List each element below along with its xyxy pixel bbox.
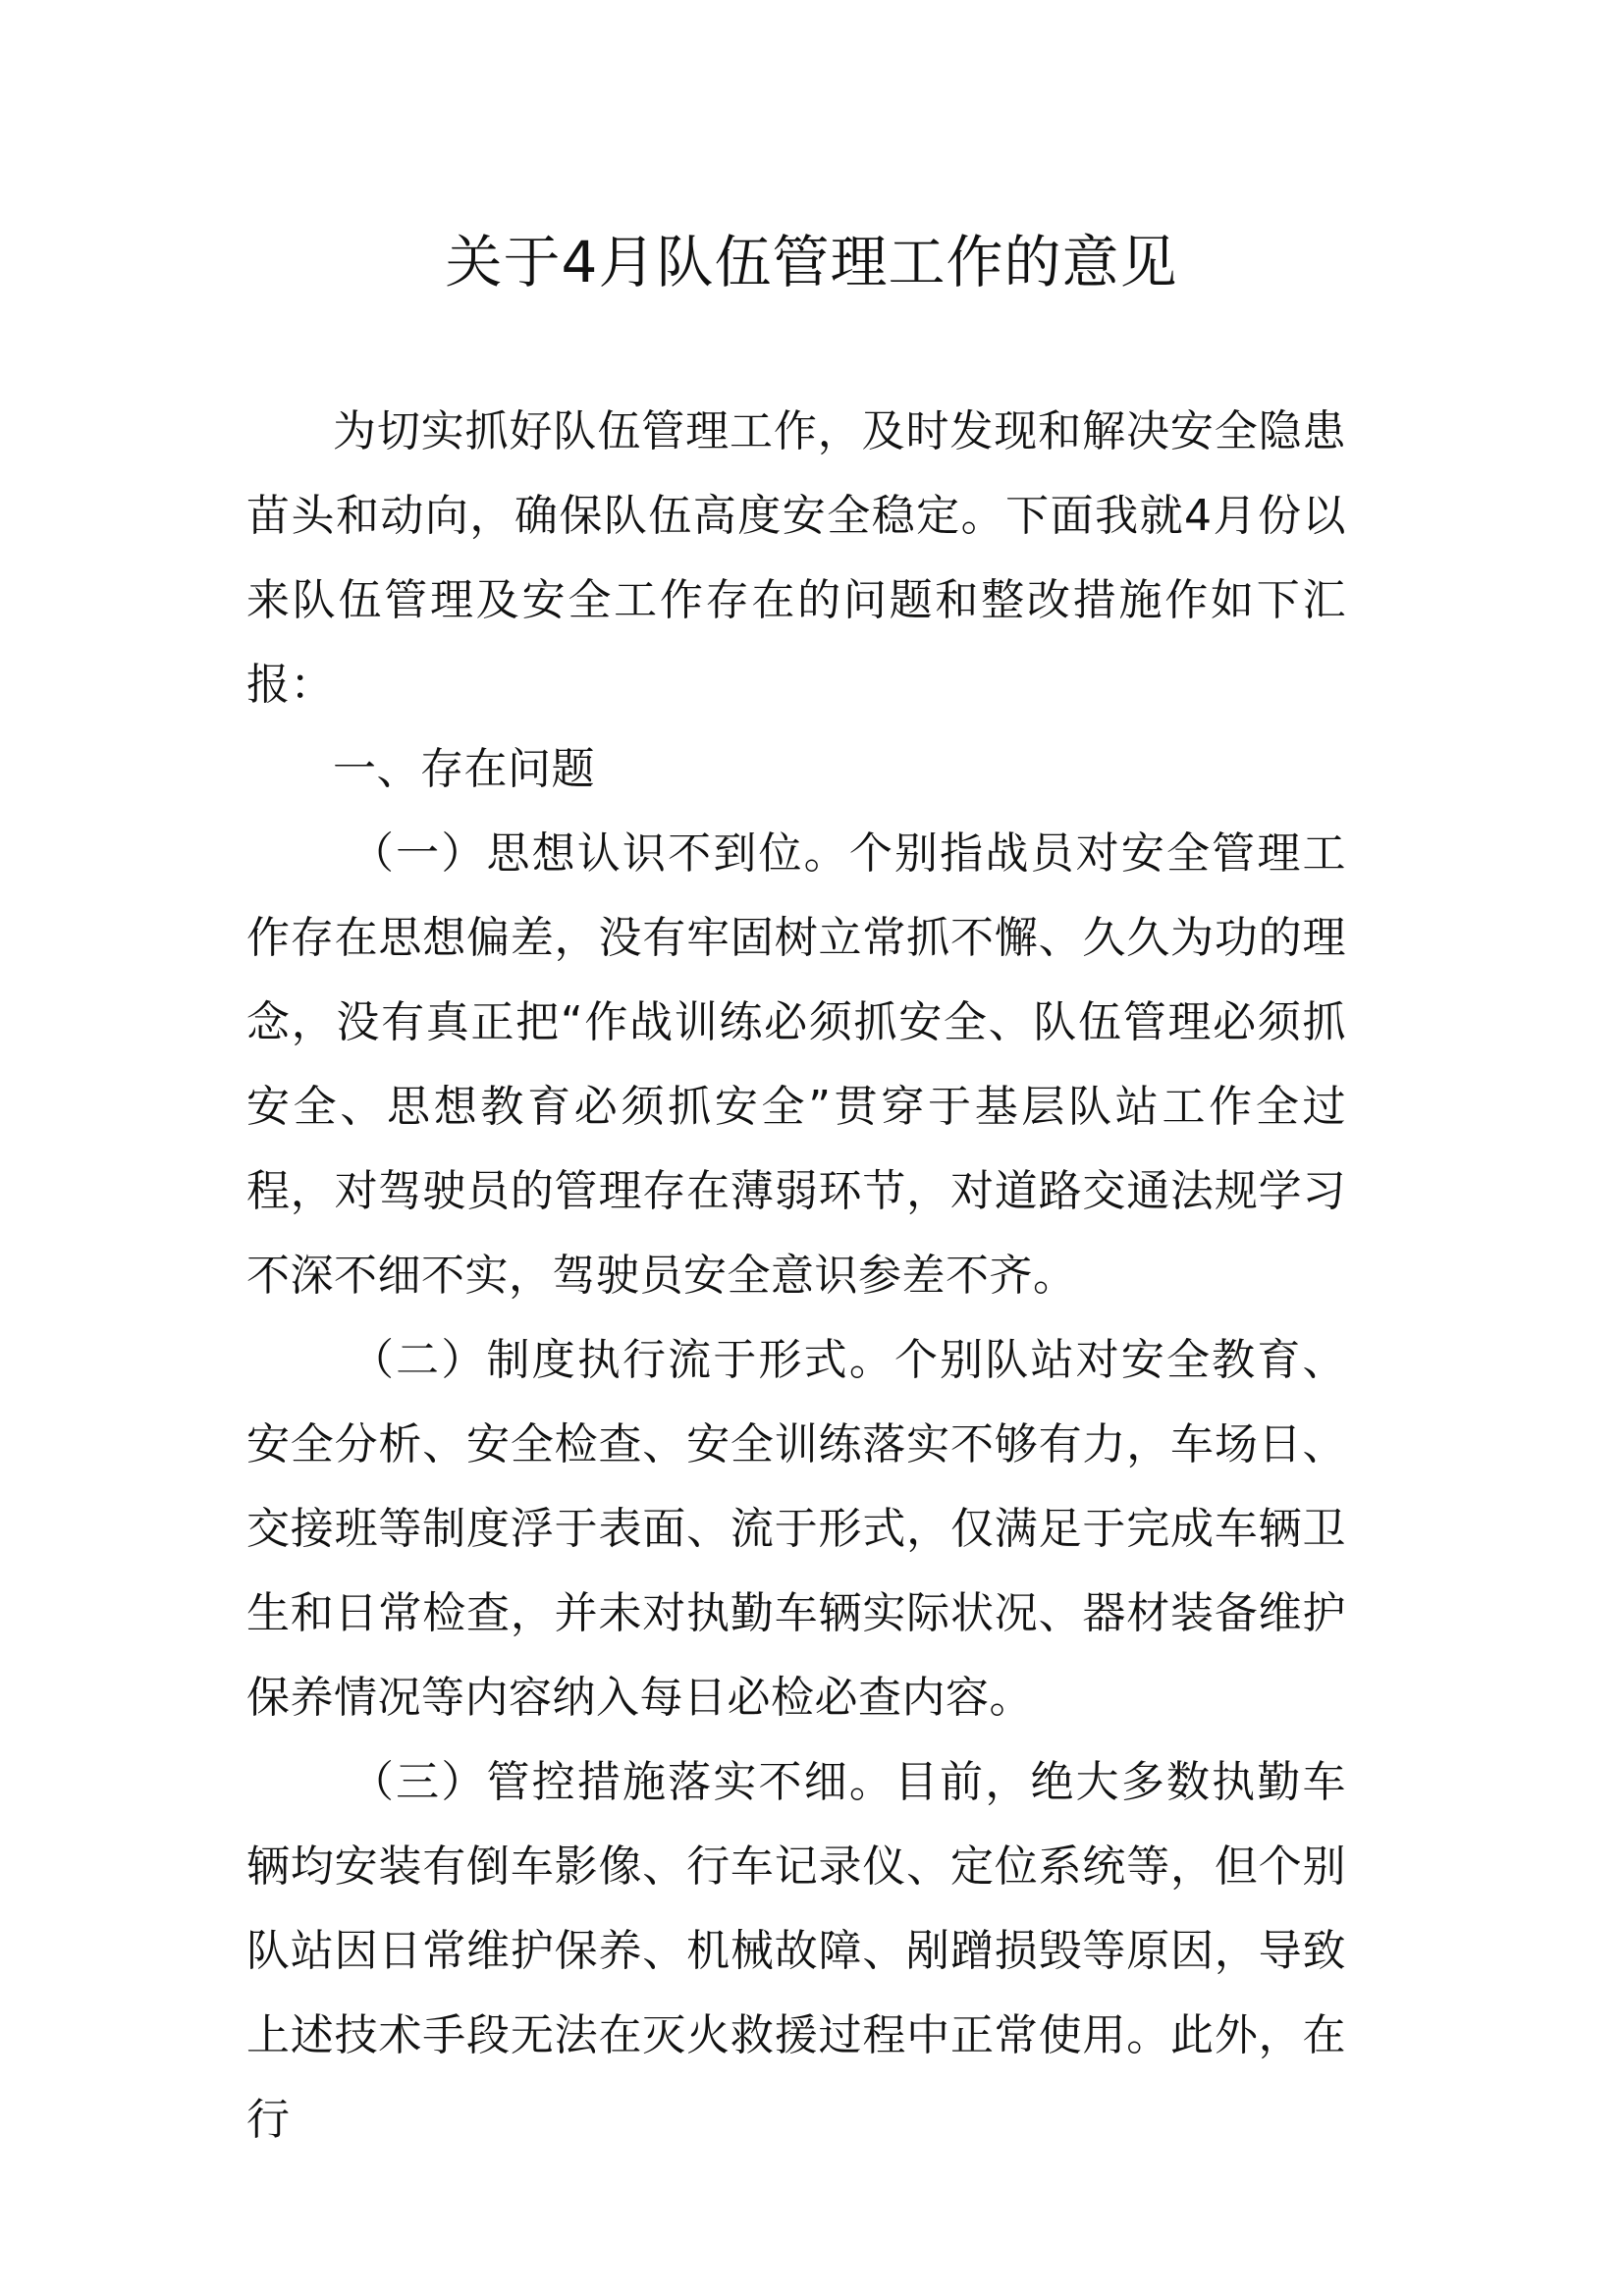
- issue-paragraph-1: （一）思想认识不到位。个别指战员对安全管理工作存在思想偏差，没有牢固树立常抓不懈、久久为功的理念，没有真正把“作战训练必须抓安全、队伍管理必须抓安全、思想教育必须抓安全”贯穿于基层队站工作全过程，对驾驶员的管理存在薄弱环节，对道路交通法规学习不深不细不实，驾驶员安全意识参差不齐。: [246, 828, 1346, 1301]
- intro-paragraph: 为切实抓好队伍管理工作，及时发现和解决安全隐患苗头和动向，确保队伍高度安全稳定。下面我就4月份以来队伍管理及安全工作存在的问题和整改措施作如下汇报：: [246, 406, 1346, 710]
- section-heading: 一、存在问题: [333, 744, 595, 794]
- document-body: [246, 390, 1346, 2163]
- issue-paragraph-3: （三）管控措施落实不细。目前，绝大多数执勤车辆均安装有倒车影像、行车记录仪、定位系统等，但个别队站因日常维护保养、机械故障、剐蹭损毁等原因，导致上述技术手段无法在灭火救援过程中正常使用。此外，在行: [246, 1757, 1346, 2145]
- document-title: 关于4月队伍管理工作的意见: [445, 229, 1178, 295]
- issue-paragraph-2: （二）制度执行流于形式。个别队站对安全教育、安全分析、安全检查、安全训练落实不够有力，车场日、交接班等制度浮于表面、流于形式，仅满足于完成车辆卫生和日常检查，并未对执勤车辆实际状况、器材装备维护保养情况等内容纳入每日必检必查内容。: [246, 1335, 1346, 1723]
